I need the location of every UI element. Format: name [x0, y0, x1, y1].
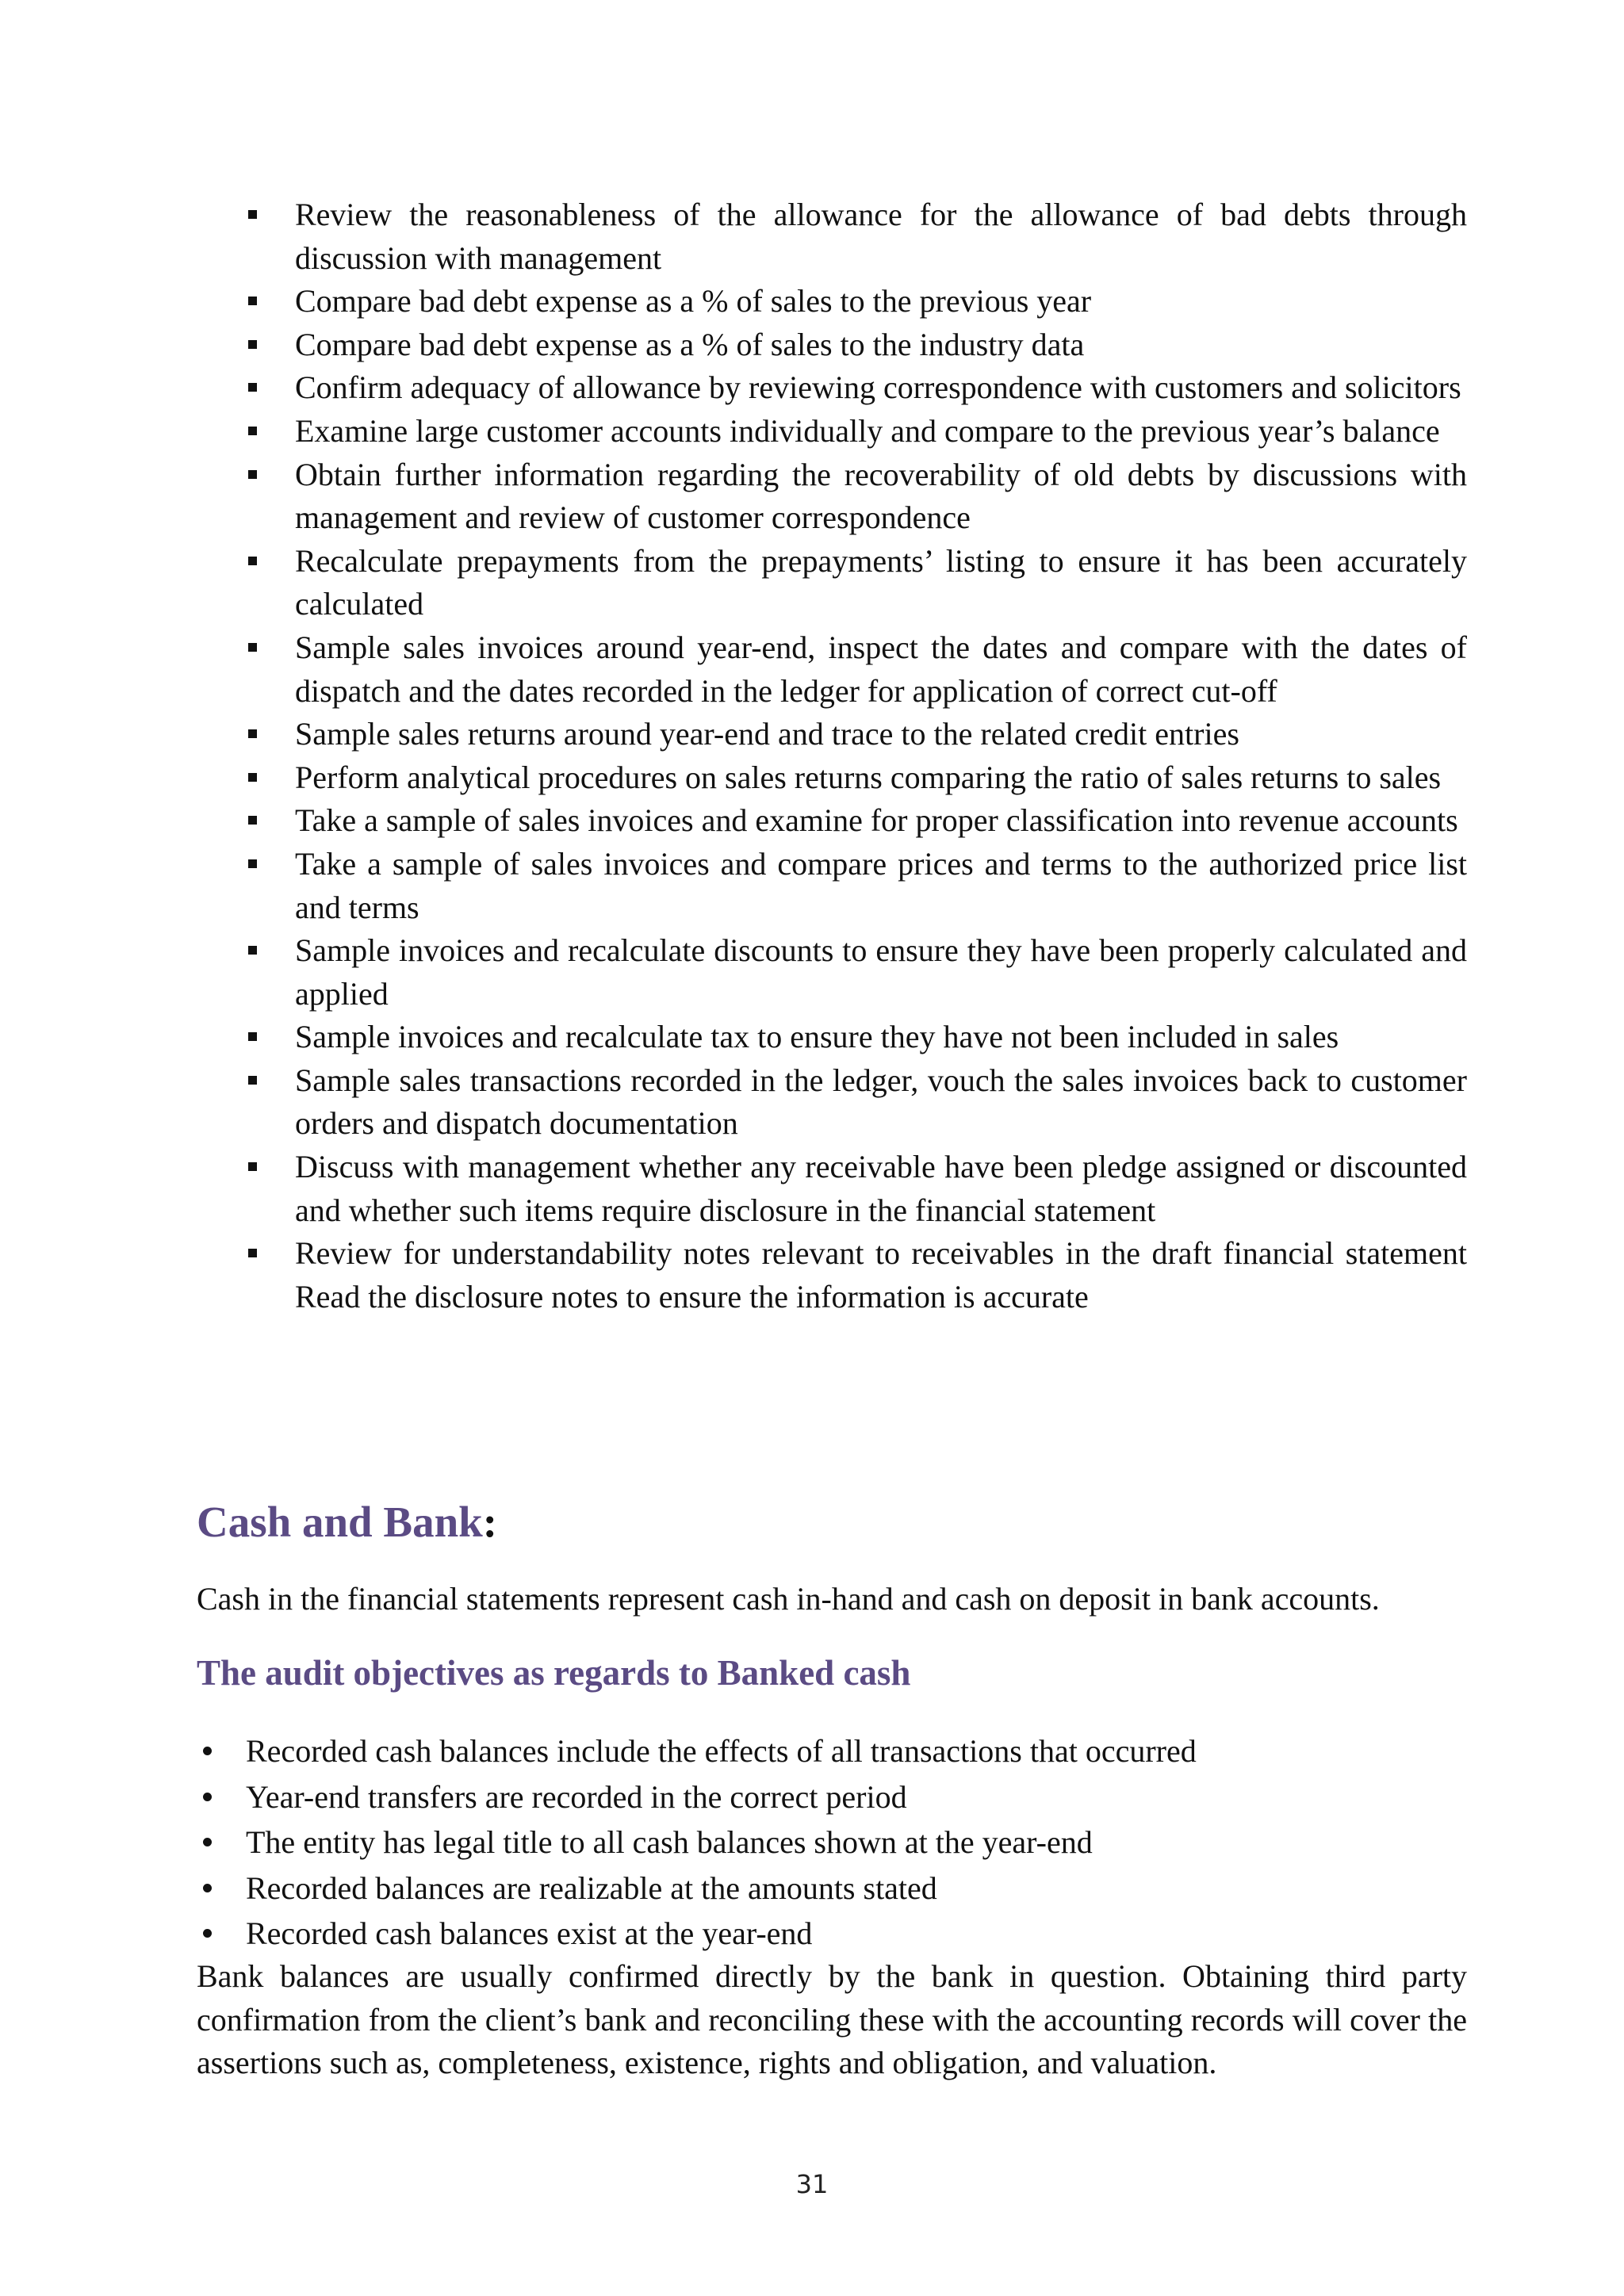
- square-bullet-icon: [248, 340, 257, 349]
- square-bullet-icon: [248, 1162, 257, 1171]
- list-item-text: Recalculate prepayments from the prepayments’ listing to ensure it has been accurately calculated: [295, 542, 1467, 622]
- square-bullet-icon: [248, 1076, 257, 1085]
- list-item: [197, 193, 1467, 280]
- list-item: [197, 756, 1467, 800]
- list-item: [197, 1232, 1467, 1318]
- list-item: [197, 713, 1467, 756]
- audit-objectives-heading: The audit objectives as regards to Banked cash: [197, 1653, 911, 1693]
- audit-objectives-list: [197, 1728, 1467, 1957]
- list-item-text: Sample invoices and recalculate tax to ensure they have not been included in sales: [295, 1019, 1339, 1055]
- list-item: [197, 1016, 1467, 1059]
- square-bullet-icon: [248, 383, 257, 392]
- list-item-text: Compare bad debt expense as a % of sales to the industry data: [295, 326, 1085, 362]
- square-bullet-icon: [248, 816, 257, 825]
- section-heading-cash-and-bank: [197, 1497, 497, 1548]
- square-bullet-icon: [248, 210, 257, 219]
- list-item-text: Sample sales invoices around year-end, inspect the dates and compare with the dates of dispatch and the dates recorded in the ledger for application of correct cut-off: [295, 629, 1467, 709]
- list-item: [197, 799, 1467, 843]
- receivables-procedures-list: [197, 193, 1467, 1318]
- list-item: [197, 843, 1467, 929]
- page-number: 31: [795, 2169, 829, 2199]
- heading-text: Cash and Bank: [197, 1498, 483, 1546]
- square-bullet-icon: [248, 946, 257, 955]
- list-item: [197, 366, 1467, 410]
- list-item: [197, 929, 1467, 1016]
- list-item-text: Review the reasonableness of the allowance for the allowance of bad debts through discussion with management: [295, 197, 1467, 276]
- list-item-text: Confirm adequacy of allowance by reviewing correspondence with customers and solicitors: [295, 369, 1461, 406]
- list-item-text: Sample sales transactions recorded in the ledger, vouch the sales invoices back to customer orders and dispatch documentation: [295, 1062, 1467, 1142]
- list-item-text: Take a sample of sales invoices and examine for proper classification into revenue accounts: [295, 802, 1458, 839]
- list-item-text: Recorded balances are realizable at the amounts stated: [246, 1869, 937, 1906]
- list-item-text: Sample invoices and recalculate discounts to ensure they have been properly calculated and applied: [295, 932, 1467, 1012]
- list-item: [197, 540, 1467, 626]
- square-bullet-icon: [248, 773, 257, 782]
- list-item: [197, 1866, 1467, 1911]
- list-item-text: Examine large customer accounts individually and compare to the previous year’s balance: [295, 412, 1440, 449]
- list-item: [197, 280, 1467, 323]
- list-item-text: Review for understandability notes relevant to receivables in the draft financial statement Read the disclosure notes to ensure the information is accurate: [295, 1235, 1467, 1314]
- square-bullet-icon: [248, 729, 257, 738]
- list-item: [197, 1146, 1467, 1232]
- heading-colon: :: [482, 1498, 498, 1546]
- square-bullet-icon: [248, 1249, 257, 1257]
- list-item-text: Recorded cash balances include the effects of all transactions that occurred: [246, 1733, 1197, 1769]
- list-item-text: Take a sample of sales invoices and compare prices and terms to the authorized price list and terms: [295, 845, 1467, 925]
- square-bullet-icon: [248, 1032, 257, 1041]
- square-bullet-icon: [248, 427, 257, 435]
- bank-confirmation-paragraph: Bank balances are usually confirmed directly by the bank in question. Obtaining third party confirmation from the client’s bank and reconciling these with the accounting records will cover the assertions such as, completeness, existence, rights and obligation, and valuation.: [197, 1958, 1467, 2081]
- round-bullet-icon: [203, 1838, 212, 1846]
- square-bullet-icon: [248, 297, 257, 305]
- round-bullet-icon: [203, 1747, 212, 1755]
- square-bullet-icon: [248, 557, 257, 565]
- round-bullet-icon: [203, 1884, 212, 1892]
- list-item: [197, 1911, 1467, 1957]
- round-bullet-icon: [203, 1929, 212, 1938]
- list-item: [197, 410, 1467, 453]
- cash-intro-paragraph: Cash in the financial statements represent cash in-hand and cash on deposit in bank accounts.: [197, 1581, 1380, 1617]
- list-item-text: Recorded cash balances exist at the year-end: [246, 1915, 813, 1951]
- list-item: [197, 1059, 1467, 1146]
- square-bullet-icon: [248, 859, 257, 868]
- list-item-text: Discuss with management whether any receivable have been pledge assigned or discounted and whether such items require disclosure in the financial statement: [295, 1149, 1467, 1228]
- list-item: [197, 323, 1467, 367]
- list-item-text: Obtain further information regarding the recoverability of old debts by discussions with management and review of customer correspondence: [295, 456, 1467, 536]
- square-bullet-icon: [248, 643, 257, 652]
- round-bullet-icon: [203, 1793, 212, 1801]
- list-item-text: The entity has legal title to all cash balances shown at the year-end: [246, 1824, 1093, 1860]
- list-item-text: Sample sales returns around year-end and trace to the related credit entries: [295, 716, 1239, 752]
- square-bullet-icon: [248, 470, 257, 479]
- list-item: [197, 1728, 1467, 1774]
- list-item-text: Perform analytical procedures on sales returns comparing the ratio of sales returns to sales: [295, 759, 1442, 795]
- list-item-text: Year-end transfers are recorded in the correct period: [246, 1778, 907, 1815]
- list-item: [197, 626, 1467, 713]
- list-item: [197, 1774, 1467, 1820]
- list-item: [197, 1820, 1467, 1866]
- list-item-text: Compare bad debt expense as a % of sales to the previous year: [295, 283, 1092, 320]
- list-item: [197, 453, 1467, 540]
